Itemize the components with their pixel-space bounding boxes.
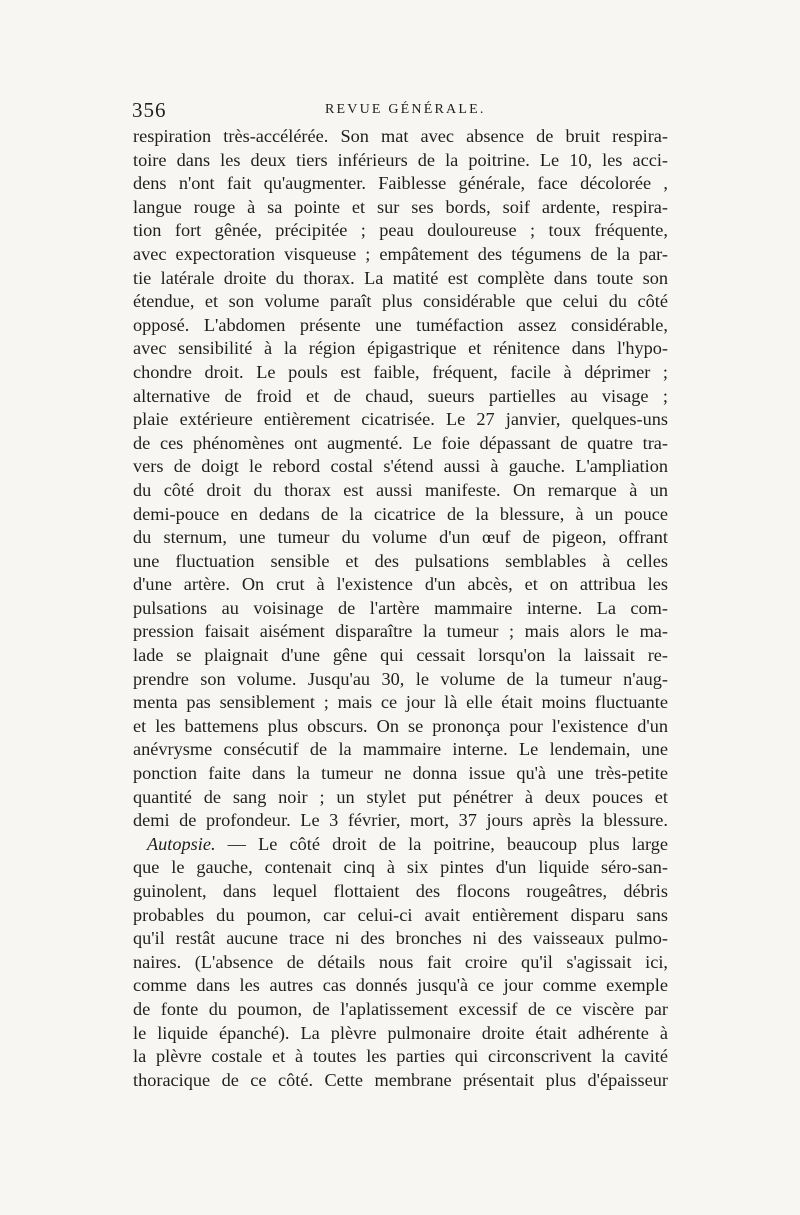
- paragraph-autopsy: [133, 833, 668, 1093]
- text-line: toire dans les deux tiers inférieurs de la poitrine. Le 10, les acci-: [133, 149, 668, 170]
- text-line: langue rouge à sa pointe et sur ses bords, soif ardente, respira-: [133, 196, 668, 217]
- text-line: lade se plaignait d'une gêne qui cessait lorsqu'on la laissait re-: [133, 645, 668, 666]
- text-line: thoracique de ce côté. Cette membrane présentait plus d'épaisseur: [133, 1069, 668, 1090]
- text-line: ponction faite dans la tumeur ne donna issue qu'à une très-petite: [133, 763, 668, 784]
- text-line: alternative de froid et de chaud, sueurs partielles au visage ;: [133, 385, 668, 406]
- text-line: de ces phénomènes ont augmenté. Le foie dépassant de quatre tra-: [133, 432, 668, 453]
- text-line: pulsations au voisinage de l'artère mammaire interne. La com-: [133, 597, 668, 618]
- page-header: [130, 98, 670, 124]
- text-line: naires. (L'absence de détails nous fait croire qu'il s'agissait ici,: [133, 951, 668, 972]
- paragraph-clinical-history: [133, 125, 668, 833]
- text-line: menta pas sensiblement ; mais ce jour là elle était moins fluctuante: [133, 692, 668, 713]
- text-line: le liquide épanché). La plèvre pulmonaire droite était adhérente à: [133, 1022, 668, 1043]
- text-line: que le gauche, contenait cinq à six pintes d'un liquide séro-san-: [133, 857, 668, 878]
- text-line: respiration très-accélérée. Son mat avec absence de bruit respira-: [133, 126, 668, 146]
- text-line: d'une artère. On crut à l'existence d'un abcès, et on attribua les: [133, 574, 668, 595]
- text-line: pression faisait aisément disparaître la tumeur ; mais alors le ma-: [133, 621, 668, 642]
- text-line: [133, 833, 668, 857]
- text-line: demi-pouce en dedans de la cicatrice de la blessure, à un pouce: [133, 503, 668, 524]
- running-title: REVUE GÉNÉRALE.: [325, 102, 486, 117]
- text-line: de fonte du poumon, de l'aplatissement excessif de ce viscère par: [133, 998, 668, 1019]
- text-line: étendue, et son volume paraît plus considérable que celui du côté: [133, 291, 668, 312]
- text-line: avec expectoration visqueuse ; empâtement des tégumens de la par-: [133, 243, 668, 264]
- text-line: demi de profondeur. Le 3 février, mort, 37 jours après la blessure.: [133, 810, 668, 831]
- page-number: 356: [132, 98, 167, 122]
- text-line: plaie extérieure entièrement cicatrisée. Le 27 janvier, quelques-uns: [133, 409, 668, 430]
- text-line: avec sensibilité à la région épigastrique et rénitence dans l'hypo-: [133, 338, 668, 359]
- text-line: du sternum, une tumeur du volume d'un œuf de pigeon, offrant: [133, 527, 668, 548]
- text-line: dens n'ont fait qu'augmenter. Faiblesse générale, face décolorée ,: [133, 173, 668, 194]
- text-line: probables du poumon, car celui-ci avait entièrement disparu sans: [133, 904, 668, 925]
- text-line: la plèvre costale et à toutes les parties qui circonscrivent la cavité: [133, 1046, 668, 1067]
- text-line: anévrysme consécutif de la mammaire interne. Le lendemain, une: [133, 739, 668, 760]
- body-text: [133, 125, 668, 1092]
- text-line: quantité de sang noir ; un stylet put pénétrer à deux pouces et: [133, 786, 668, 807]
- autopsy-heading: Autopsie.: [147, 833, 216, 854]
- text-line: et les battemens plus obscurs. On se prononça pour l'existence d'un: [133, 715, 668, 736]
- text-line: comme dans les autres cas donnés jusqu'à ce jour comme exemple: [133, 975, 668, 996]
- text-line: tion fort gênée, précipitée ; peau douloureuse ; toux fréquente,: [133, 220, 668, 241]
- text-line: vers de doigt le rebord costal s'étend aussi à gauche. L'ampliation: [133, 456, 668, 477]
- text-line: guinolent, dans lequel flottaient des flocons rougeâtres, débris: [133, 881, 668, 901]
- autopsy-first-line: — Le côté droit de la poitrine, beaucoup plus large: [215, 833, 668, 854]
- text-line: une fluctuation sensible et des pulsations semblables à celles: [133, 550, 668, 571]
- text-line: tie latérale droite du thorax. La matité est complète dans toute son: [133, 267, 668, 288]
- text-line: du côté droit du thorax est aussi manifeste. On remarque à un: [133, 479, 668, 500]
- text-line: opposé. L'abdomen présente une tuméfaction assez considérable,: [133, 314, 668, 335]
- text-line: chondre droit. Le pouls est faible, fréquent, facile à déprimer ;: [133, 361, 668, 382]
- text-line: prendre son volume. Jusqu'au 30, le volume de la tumeur n'aug-: [133, 668, 668, 689]
- text-line: qu'il restât aucune trace ni des bronches ni des vaisseaux pulmo-: [133, 928, 668, 949]
